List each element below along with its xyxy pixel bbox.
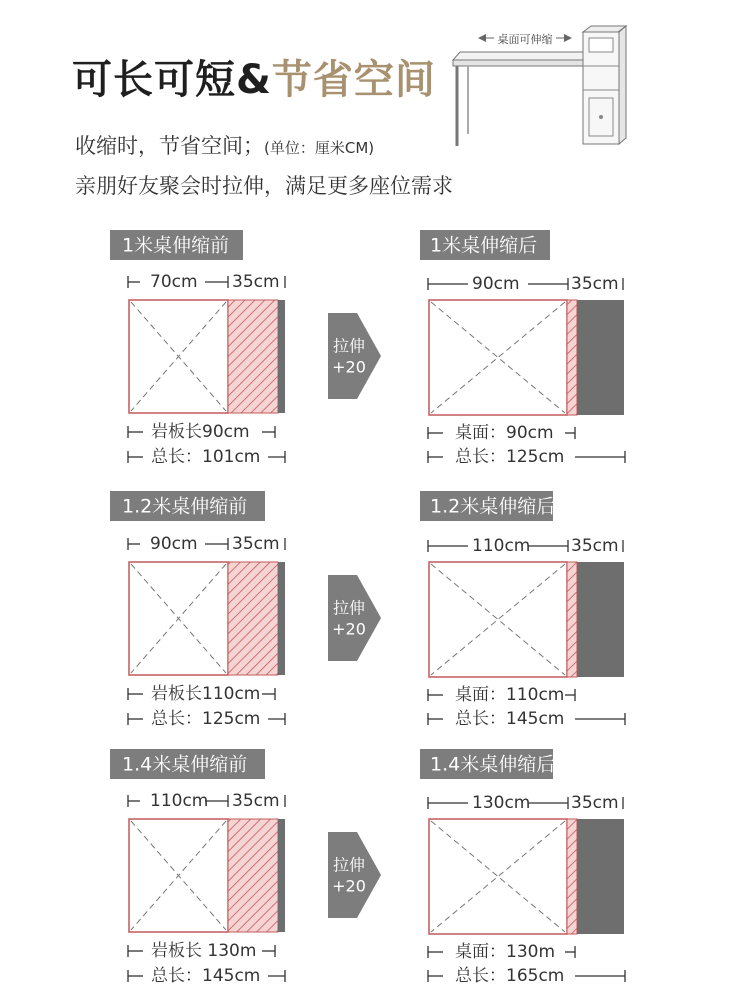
after-total-length-label: 总长：165cm — [455, 966, 565, 986]
cabinet-after — [577, 819, 624, 934]
slab-length-label: 岩板长90cm — [151, 422, 250, 442]
title-accent: 节省空间 — [271, 57, 436, 103]
before-cabinet-label: 35cm — [232, 272, 280, 292]
slab-overlap-hatched — [567, 819, 577, 934]
slab-overlap-hatched — [567, 562, 577, 677]
slab-overlap-hatched — [228, 300, 278, 413]
before-width-label: 110cm — [150, 791, 209, 811]
after-width-label: 130cm — [472, 793, 531, 813]
cabinet-after — [577, 562, 624, 677]
after-cabinet-label: 35cm — [571, 274, 619, 294]
arrow-line-2: +20 — [332, 619, 366, 639]
before-total-length-label: 总长：101cm — [151, 447, 261, 467]
desk-surface-label: 桌面：130m — [455, 942, 556, 962]
after-width-label: 90cm — [472, 274, 520, 294]
before-width-label: 70cm — [150, 272, 198, 292]
before-total-length-label: 总长：125cm — [151, 709, 261, 729]
after-total-length-label: 总长：125cm — [455, 447, 565, 467]
subtitle-text: 收缩时，节省空间； — [75, 134, 264, 158]
slab-length-label: 岩板长110cm — [151, 684, 261, 704]
arrow-line-1: 拉伸 — [332, 598, 366, 618]
slab-overlap-hatched — [228, 562, 278, 675]
after-cabinet-label: 35cm — [571, 793, 619, 813]
row-group — [110, 749, 625, 986]
unit-note: (单位：厘米CM) — [264, 139, 375, 157]
before-tag-label: 1.4米桌伸缩前 — [122, 753, 248, 776]
extend-arrow — [328, 575, 381, 661]
cabinet-before — [278, 300, 285, 413]
cabinet-before — [278, 819, 285, 932]
arrow-line-2: +20 — [332, 876, 366, 896]
after-total-length-label: 总长：145cm — [455, 709, 565, 729]
after-tag-label: 1米桌伸缩后 — [430, 234, 538, 257]
row-group — [110, 491, 625, 729]
cabinet-before — [278, 562, 285, 675]
after-width-label: 110cm — [472, 536, 531, 556]
extend-arrow — [328, 313, 381, 399]
before-cabinet-label: 35cm — [232, 534, 280, 554]
slab-overlap-hatched — [228, 819, 278, 932]
row-group — [110, 230, 625, 467]
before-tag-label: 1米桌伸缩前 — [122, 234, 230, 257]
after-tag-label: 1.2米桌伸缩后 — [430, 495, 556, 518]
after-cabinet-label: 35cm — [571, 536, 619, 556]
arrow-line-1: 拉伸 — [332, 336, 366, 356]
cabinet-after — [577, 300, 624, 415]
slab-length-label: 岩板长 130m — [151, 941, 257, 961]
title-main: 可长可短& — [72, 57, 272, 103]
desk-surface-label: 桌面：110cm — [455, 685, 565, 705]
extend-arrow — [328, 832, 381, 918]
before-width-label: 90cm — [150, 534, 198, 554]
extend-label-text: 桌面可伸缩 — [497, 33, 553, 46]
before-total-length-label: 总长：145cm — [151, 966, 261, 986]
arrow-line-2: +20 — [332, 357, 366, 377]
desk-surface-label: 桌面：90cm — [455, 423, 554, 443]
after-tag-label: 1.4米桌伸缩后 — [430, 753, 556, 776]
slab-overlap-hatched — [567, 300, 577, 415]
before-tag-label: 1.2米桌伸缩前 — [122, 495, 248, 518]
arrow-line-1: 拉伸 — [332, 855, 366, 875]
subtitle-line-2: 亲朋好友聚会时拉伸，满足更多座位需求 — [75, 174, 453, 198]
before-cabinet-label: 35cm — [232, 791, 280, 811]
